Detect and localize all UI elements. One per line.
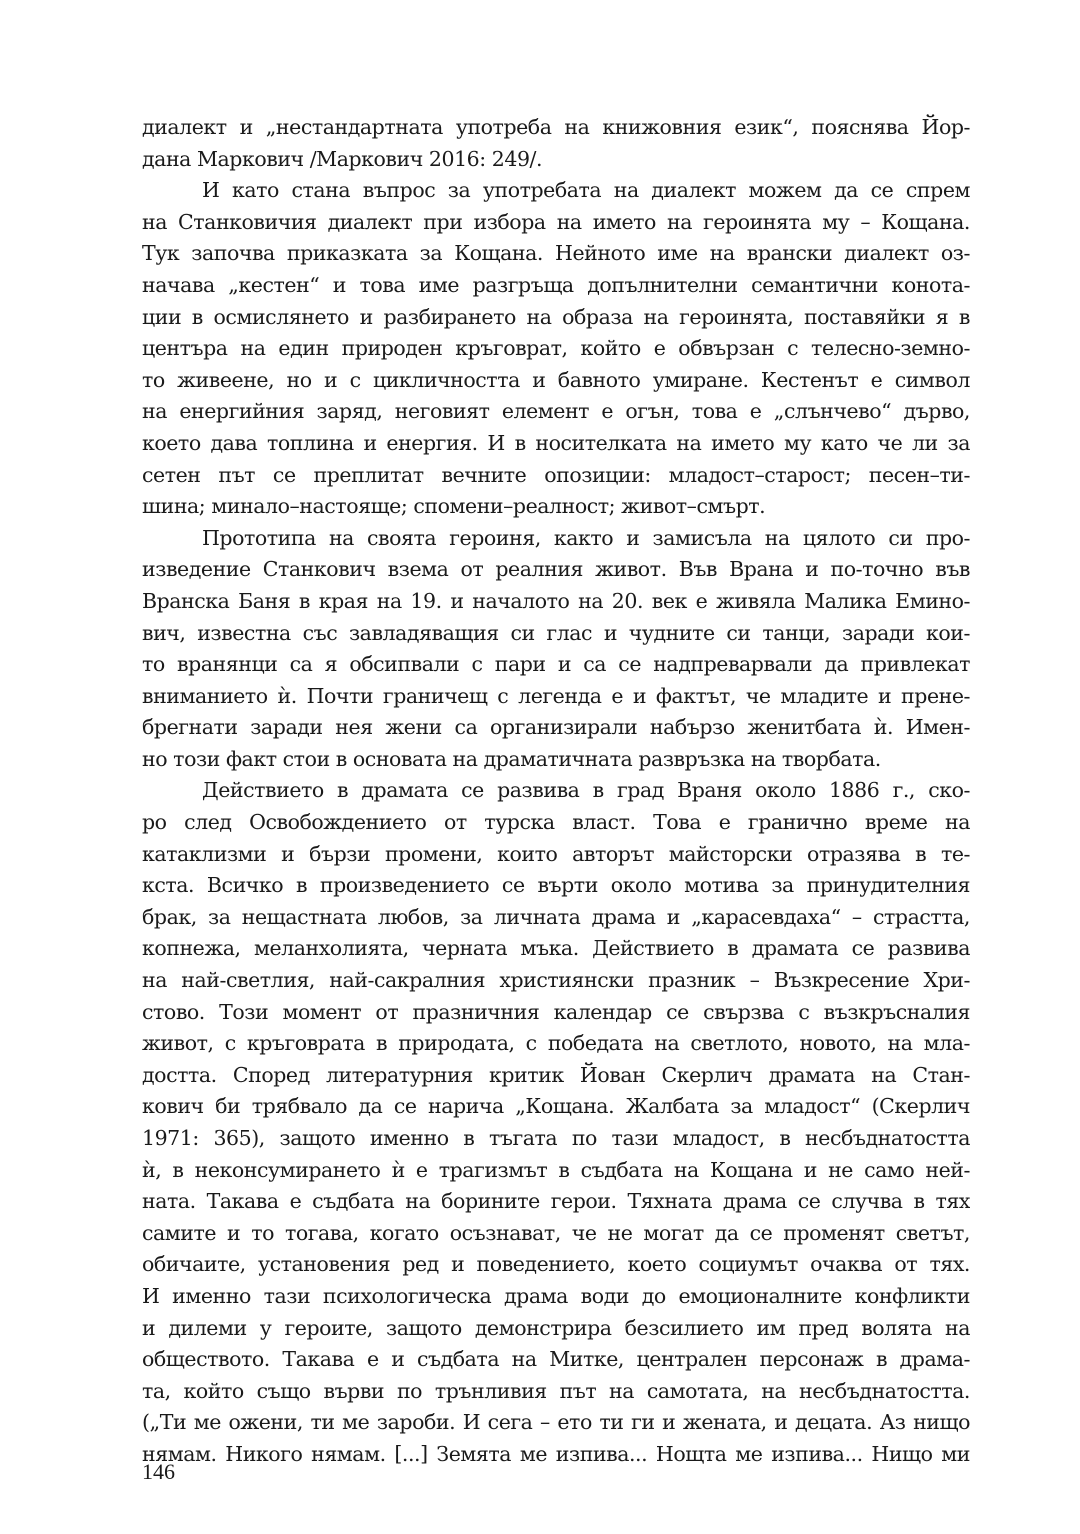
text-line: то живеене, но и с цикличността и бавното умиране. Кестенът е символ bbox=[142, 367, 970, 392]
text-line: на Станковичия диалект при избора на името на героинята му – Кощана. bbox=[142, 209, 970, 234]
text-line: сетен път се преплитат вечните опозиции: младост–старост; песен–ти- bbox=[142, 462, 970, 487]
text-line: Действието в драмата се развива в град Враня около 1886 г., ско- bbox=[202, 778, 970, 803]
text-line: шина; минало–настояще; спомени–реалност; живот–смърт. bbox=[142, 494, 766, 519]
text-line: вниманието ѝ. Почти граничещ с легенда е и фактът, че младите и прене- bbox=[142, 683, 970, 708]
text-line: катаклизми и бързи промени, които авторът майсторски отразява в те- bbox=[142, 841, 970, 866]
text-line: И именно тази психологическа драма води до емоционалните конфликти bbox=[142, 1283, 970, 1308]
text-line: кста. Всичко в произведението се върти около мотива за принудителния bbox=[142, 873, 970, 898]
text-line: обичаите, установения ред и поведението, което социумът очаква от тях. bbox=[142, 1252, 970, 1277]
text-line: на най-светлия, най-сакралния християнски празник – Възкресение Хри- bbox=[142, 968, 970, 993]
text-line: то вранянци са я обсипвали с пари и са се надпреварвали да привлекат bbox=[142, 652, 970, 677]
text-line: вич, известна със завладяващия си глас и чудните си танци, заради кои- bbox=[142, 620, 970, 645]
text-line: копнежа, меланхолията, черната мъка. Действието в драмата се развива bbox=[142, 936, 970, 961]
text-line: изведение Станкович взема от реалния живот. Във Врана и по-точно във bbox=[142, 557, 970, 582]
text-line: дана Маркович /Маркович 2016: 249/. bbox=[142, 146, 543, 171]
text-line: живот, с кръговрата в природата, с победата на светлото, новото, на мла- bbox=[142, 1031, 970, 1056]
text-line: диалект и „нестандартната употреба на книжовния език“, пояснява Йор- bbox=[142, 115, 970, 139]
text-line: Тук започва приказката за Кощана. Нейното име на врански диалект оз- bbox=[142, 241, 970, 266]
text-line: та, който също върви по трънливия път на самотата, на несбъднатостта. bbox=[142, 1378, 970, 1403]
text-line: и дилеми у героите, защото демонстрира безсилието им пред волята на bbox=[142, 1315, 970, 1340]
text-line: И като стана въпрос за употребата на диалект можем да се спрем bbox=[202, 178, 970, 203]
text-line: Прототипа на своята героиня, както и замисъла на цялото си про- bbox=[202, 525, 970, 550]
text-line: самите и то тогава, когато осъзнават, че не могат да се променят светът, bbox=[142, 1220, 970, 1245]
text-line: ро след Освобождението от турска власт. Това е гранично време на bbox=[142, 810, 970, 835]
body-text bbox=[142, 112, 970, 1471]
text-line: начава „кестен“ и това име разгръща допълнителни семантични конота- bbox=[142, 272, 970, 297]
text-line: ѝ, в неконсумирането ѝ е трагизмът в съдбата на Кощана и не само ней- bbox=[142, 1157, 970, 1182]
text-line: но този факт стои в основата на драматичната развръзка на творбата. bbox=[142, 746, 881, 771]
text-line: нямам. Никого нямам. [...] Земята ме изпива... Нощта ме изпива... Нищо ми bbox=[142, 1441, 970, 1466]
text-line: ната. Такава е съдбата на борините герои. Тяхната драма се случва в тях bbox=[142, 1189, 970, 1214]
text-line: центъра на един природен кръговрат, който е обвързан с телесно-земно- bbox=[142, 336, 970, 361]
text-line: брегнати заради нея жени са организирали набързо женитбата ѝ. Имен- bbox=[142, 715, 970, 740]
text-line: („Ти ме ожени, ти ме зароби. И сега – ето ти ги и жената, и децата. Аз нищо bbox=[142, 1410, 970, 1435]
text-line: което дава топлина и енергия. И в носителката на името му като че ли за bbox=[142, 430, 970, 455]
text-line: брак, за нещастната любов, за личната драма и „карасевдаха“ – страстта, bbox=[142, 904, 970, 929]
text-line: достта. Според литературния критик Йован Скерлич драмата на Стан- bbox=[142, 1062, 970, 1087]
page-number: 146 bbox=[142, 1459, 175, 1484]
text-line: на енергийния заряд, неговият елемент е огън, това е „слънчево“ дърво, bbox=[142, 399, 970, 424]
text-line: стово. Този момент от празничния календар се свързва с възкръсналия bbox=[142, 999, 970, 1024]
text-line: обществото. Такава е и съдбата на Митке, централен персонаж в драма- bbox=[142, 1347, 970, 1372]
text-line: ции в осмислянето и разбирането на образа на героинята, поставяйки я в bbox=[142, 304, 970, 329]
text-line: 1971: 365), защото именно в тъгата по тази младост, в несбъднатостта bbox=[142, 1126, 970, 1150]
text-line: кович би трябвало да се нарича „Кощана. Жалбата за младост“ (Скерлич bbox=[142, 1094, 970, 1119]
text-line: Вранска Баня в края на 19. и началото на 20. век е живяла Малика Емино- bbox=[142, 588, 970, 613]
